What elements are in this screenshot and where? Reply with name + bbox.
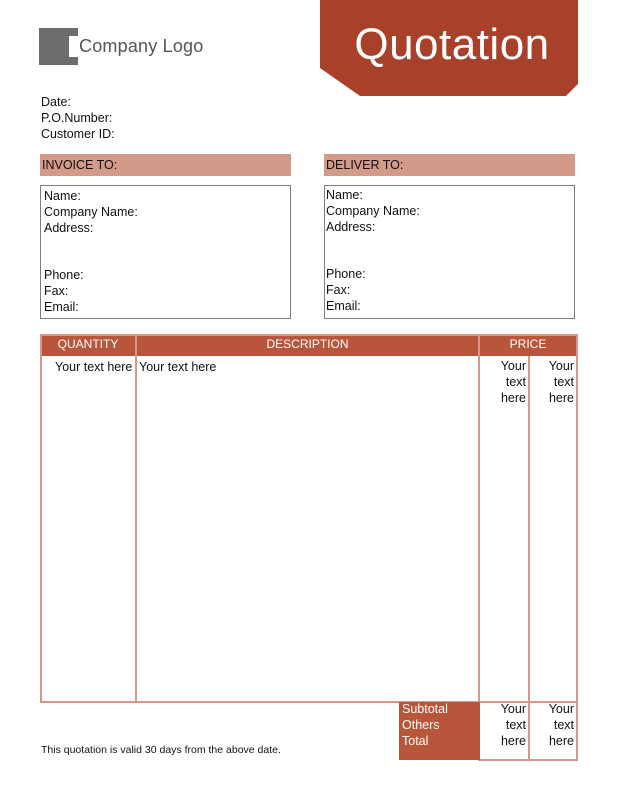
price-cell-1-line: Your [500,359,526,373]
price-cell-1-line: text [505,375,526,389]
document-title: Quotation [354,20,550,69]
deliver-name-label: Name: [326,188,363,202]
company-logo-icon [39,28,78,65]
price-cell-2 [530,358,574,406]
totals-value-1 [480,701,526,749]
invoice-fax-label: Fax: [44,284,69,298]
subtotal-label: Subtotal [402,702,448,716]
invoice-company-label: Company Name: [44,205,138,219]
price-header: PRICE [480,335,576,356]
totals-value-1-line: Your [500,702,526,716]
totals-value-2-line: here [548,734,574,748]
table-border-top [40,334,578,336]
customer-id-label: Customer ID: [41,127,115,141]
description-cell: Your text here [139,360,217,374]
totals-value-1-line: here [500,734,526,748]
totals-value-2-line: Your [548,702,574,716]
deliver-phone-label: Phone: [326,267,366,281]
table-border-right [576,334,578,761]
invoice-phone-label: Phone: [44,268,84,282]
invoice-email-label: Email: [44,300,79,314]
quantity-header: QUANTITY [41,335,135,356]
deliver-email-label: Email: [326,299,361,313]
invoice-name-label: Name: [44,189,81,203]
description-header: DESCRIPTION [137,335,478,356]
price-cell-2-line: here [548,391,574,405]
totals-border-bottom [478,759,578,761]
quantity-cell: Your text here [55,360,133,374]
price-cell-2-line: text [553,375,574,389]
total-label: Total [402,734,429,748]
totals-value-1-line: text [505,718,526,732]
company-logo-text: Company Logo [79,36,204,56]
invoice-to-box [40,185,291,319]
invoice-to-heading: INVOICE TO: [40,154,291,176]
deliver-to-box [324,185,575,319]
deliver-company-label: Company Name: [326,204,420,218]
po-number-label: P.O.Number: [41,111,113,125]
deliver-to-heading: DELIVER TO: [324,154,575,176]
price-cell-2-line: Your [548,359,574,373]
invoice-address-label: Address: [44,221,94,235]
deliver-address-label: Address: [326,220,376,234]
validity-note: This quotation is valid 30 days from the above date. [41,744,281,756]
price-cell-1 [480,358,526,406]
date-label: Date: [41,95,71,109]
price-cell-1-line: here [500,391,526,405]
table-border-left [40,334,42,702]
deliver-fax-label: Fax: [326,283,351,297]
totals-value-2 [530,701,574,749]
others-label: Others [402,718,440,732]
table-divider-quantity [135,334,137,702]
totals-value-2-line: text [553,718,574,732]
